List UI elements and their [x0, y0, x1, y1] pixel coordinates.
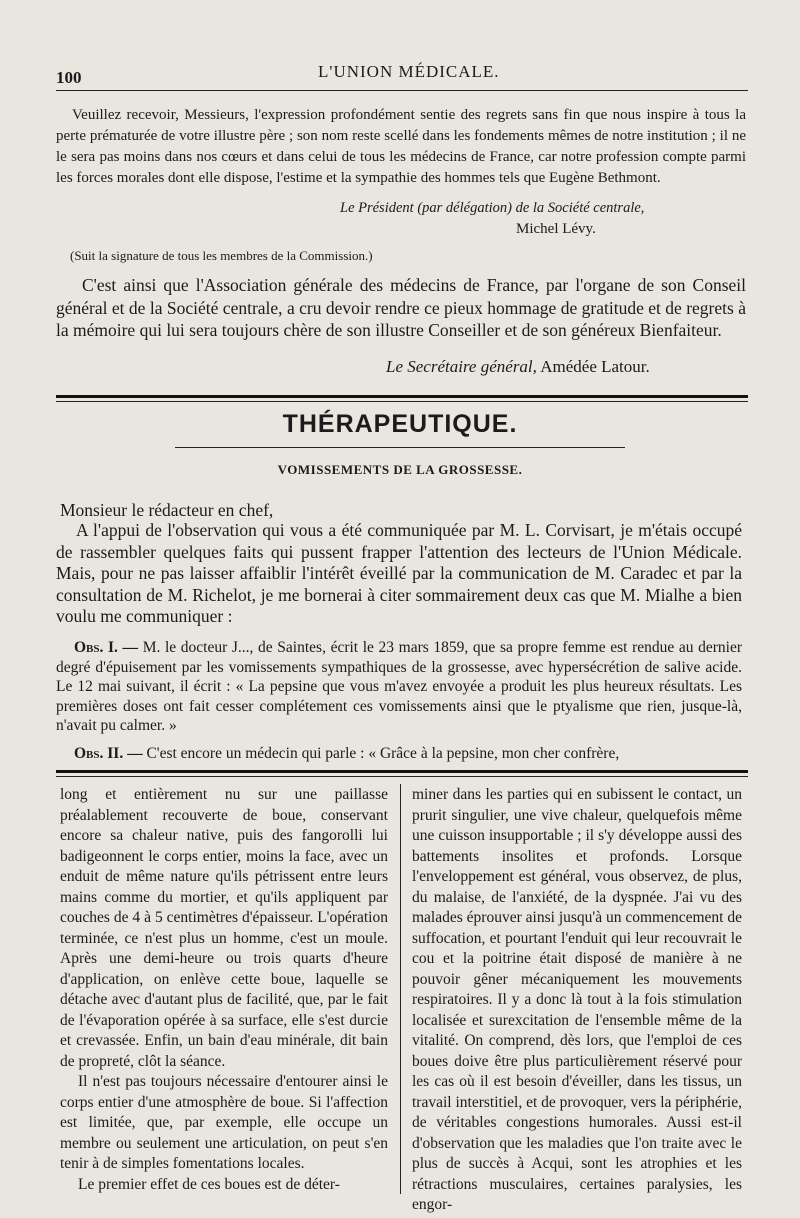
intro-paragraph: A l'appui de l'observation qui vous a été communiquée par M. L. Corvisart, je m'étais occupé de rassembler quelques faits qui pussent frapper l'attention des lecteurs de l'Union Médicale. Mais, pour ne pas laisser affaiblir l'intérêt éveillé par la communication de M. Caradec et par la consultation de M. Richelot, je me bornerai à citer sommairement deux cas que M. Mialhe a bien voulu me communiquer : [56, 520, 742, 626]
secretary-name: Amédée Latour. [540, 357, 650, 376]
observation-1-text: M. le docteur J..., de Saintes, écrit le 23 mars 1859, que sa propre femme est rendue au dernier degré d'épuisement par les vomissements sympathiques de la grossesse, avec hypersécrétion de salive acide. Le 12 mai suivant, il écrit : « La pepsine que vous m'avez envoyée a produit les plus heureux résultats. Les premières doses ont fait cesser complétement ces vomissements ainsi que le ptyalisme que rien, jusque-là, n'avait pu calmer. » [56, 639, 743, 734]
letter-signature-name: Michel Lévy. [516, 221, 596, 237]
letter-paragraph: Veuillez recevoir, Messieurs, l'expression profondément sentie des regrets sans fin que nous inspire à tous la perte prématurée de votre illustre père ; son nom reste scellé dans les fondements mêmes de notre institution ; il ne le sera pas moins dans nos cœurs et dans celui de tous les médecins de France, car notre profession compte parmi les forces morales dont elle dispose, l'estime et la sympathie des hommes tels que Eugène Bethmont. [56, 107, 746, 186]
header-rule [56, 90, 748, 91]
section-rule-top [56, 395, 748, 398]
columns-rule-top [56, 770, 748, 773]
left-column-paragraph-2: Il n'est pas toujours nécessaire d'entourer ainsi le corps entier d'une atmosphère de boue. Si l'affection est limitée, que, par exemple, elle occupe un membre ou seulement une articulation, on peut s'en tenir à de simples fomentations locales. [60, 1073, 388, 1172]
right-column [412, 785, 742, 1216]
left-column-paragraph-1: long et entièrement nu sur une paillasse préalablement recouverte de boue, conservant encore sa chaleur native, puis des fangorolli lui badigeonnent le corps entier, moins la face, avec un enduit de même nature qu'ils pétrissent entre leurs mains comme du mortier, et qu'ils appliquent par couches de 4 à 5 centimètres d'épaisseur. L'opération terminée, ce n'est plus un homme, c'est un moule. Après une demi-heure ou trois quarts d'heure d'application, on enlève cette boue, laquelle se détache avec d'autant plus de facilité, que, par le fait de l'évaporation opérée à sa surface, elle s'est durcie et crevassée. Enfin, un bain d'eau minérale, dit bain de propreté, clôt la séance. [60, 786, 388, 1070]
columns-rule-top-thin [56, 776, 748, 777]
association-text [56, 274, 746, 342]
commission-note: (Suit la signature de tous les membres de la Commission.) [70, 248, 373, 263]
association-paragraph: C'est ainsi que l'Association générale des médecins de France, par l'organe de son Conseil général et de la Société centrale, a cru devoir rendre ce pieux hommage de gratitude et de regrets à la mémoire qui lui sera toujours chère de son illustre Conseiller et de son généreux Bienfaiteur. [56, 275, 746, 340]
right-column-paragraph-1: miner dans les parties qui en subissent le contact, un prurit singulier, une vive chaleur, quelquefois même une cuisson insupportable ; il s'y développe aussi des battements insolites et profonds. Lorsque l'enveloppement est général, vous observez, de plus, du malaise, de l'anxiété, de la dyspnée. J'ai vu des malades éprouver ainsi jusqu'à un commencement de suffocation, et pourtant l'enduit qui leur recouvrait le cou et la poitrine était disposé de manière à ne pouvoir gêner mécaniquement les mouvements respiratoires. Il y a donc là tout à la fois stimulation localisée et surexcitation de l'ensemble même de la vitalité. On comprend, dès lors, que l'emploi de ces boues doive être plus particulièrement réservé pour les cas où il est besoin d'éveiller, dans les tissus, un travail interstitiel, et de provoquer, vers la périphérie, de véritables congestions humorales. Aussi est-il d'observation que les maladies que l'on traite avec le plus de succès à Acqui, sont les atrophies et les rétractions musculaires, certaines paralysies, les engor- [412, 786, 742, 1213]
observation-2-text: C'est encore un médecin qui parle : « Grâce à la pepsine, mon cher confrère, [146, 745, 620, 762]
observation-2-label: Obs. II. — [74, 745, 143, 762]
section-title-underline [175, 447, 625, 448]
section-title: THÉRAPEUTIQUE. [282, 410, 518, 438]
observation-1 [56, 638, 742, 736]
article-intro [56, 520, 742, 628]
running-title: L'UNION MÉDICALE. [318, 62, 500, 81]
observation-2-paragraph [56, 744, 742, 764]
section-rule-top-thin [56, 401, 748, 402]
secretary-title: Le Secrétaire général, [386, 357, 537, 376]
secretary-signature [386, 357, 650, 377]
page-header [56, 62, 746, 87]
letter-signature-title: Le Président (par délégation) de la Société centrale, [340, 200, 645, 216]
letter-body [56, 105, 746, 189]
page-number: 100 [56, 68, 82, 87]
observation-2 [56, 744, 742, 764]
column-divider [400, 784, 401, 1194]
left-column [60, 785, 388, 1195]
observation-1-paragraph [56, 638, 742, 736]
observation-1-label: Obs. I. — [74, 639, 139, 656]
salutation: Monsieur le rédacteur en chef, [60, 500, 274, 520]
subsection-title: VOMISSEMENTS DE LA GROSSESSE. [277, 462, 523, 477]
left-column-paragraph-3: Le premier effet de ces boues est de déter- [78, 1175, 340, 1193]
